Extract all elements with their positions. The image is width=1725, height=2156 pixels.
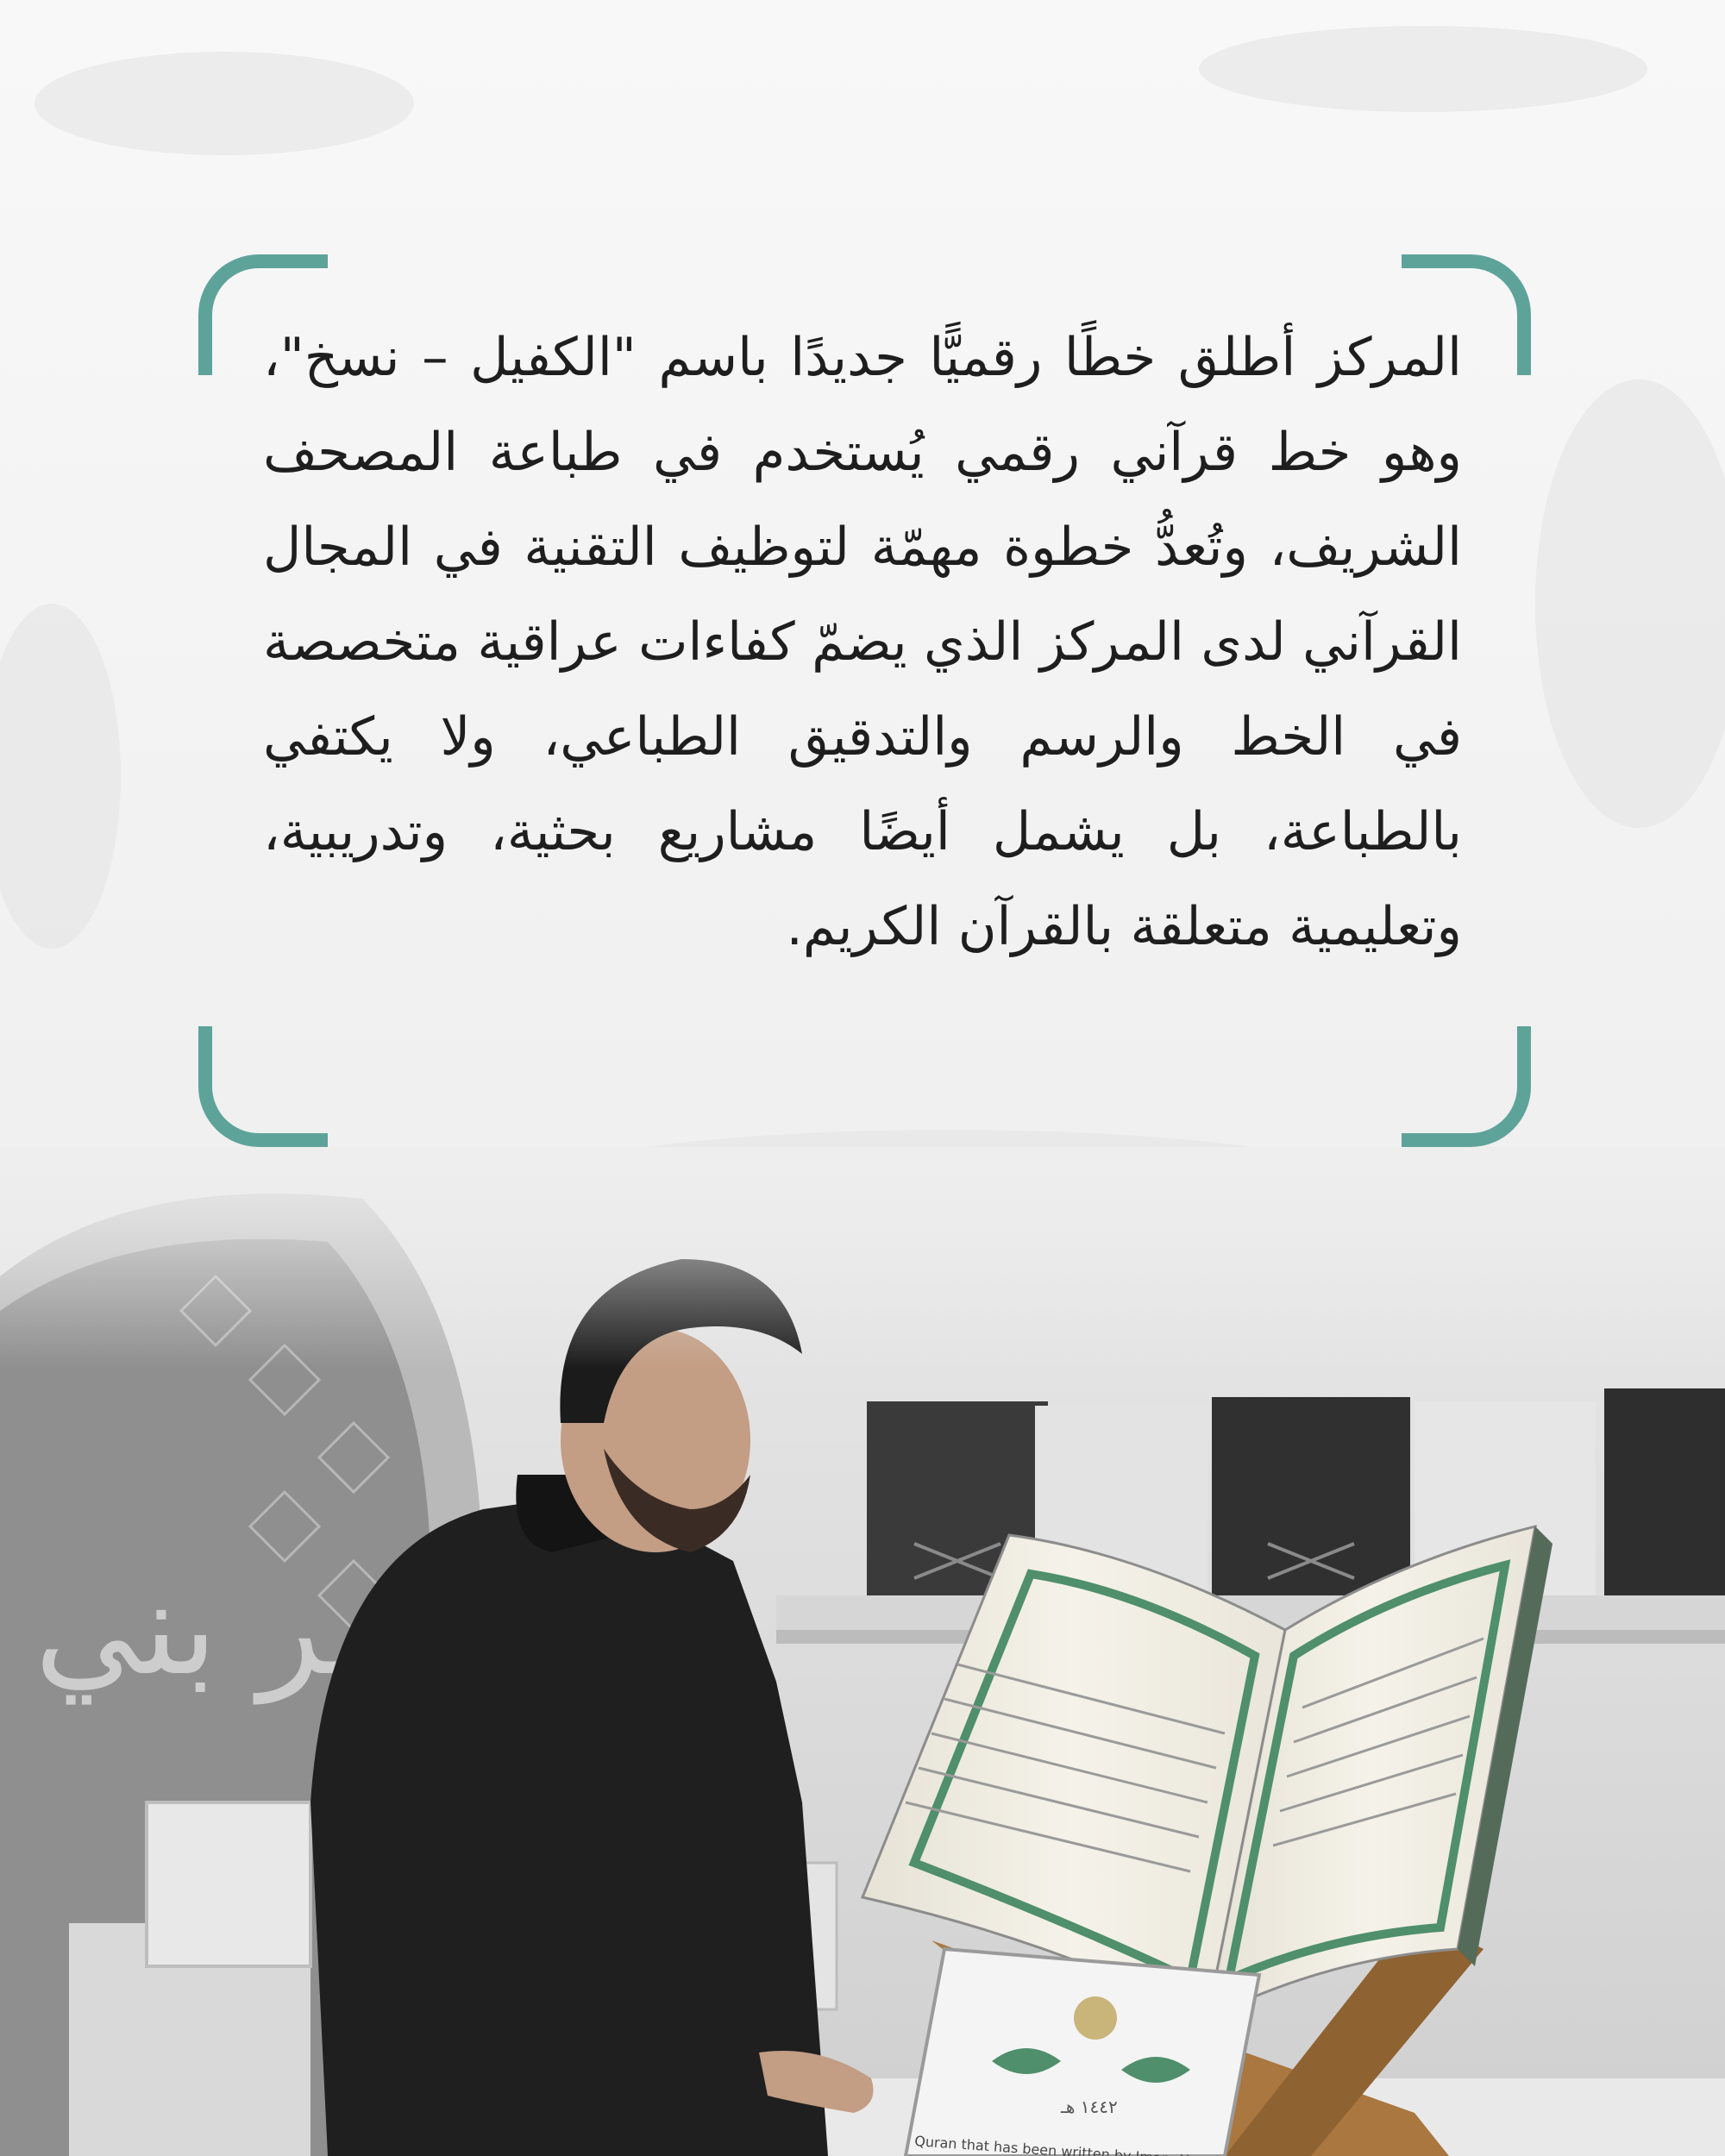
quote-bracket-bottom-left [198, 1026, 328, 1147]
quote-text: المركز أطلق خطًا رقميًّا جديدًا باسم "الكفيل – نسخ"، وهو خط قرآني رقمي يُستخدم في طباعة المصحف الشريف، وتُعدُّ خطوة مهمّة لتوظيف التقنية في المجال القرآني لدى المركز الذي يضمّ كفاءات عراقية متخصصة في الخط والرسم والتدقيق الطباعي، ولا يكتفي بالطباعة، بل يشمل أيضًا مشاريع بحثية، وتدريبية، وتعليمية متعلقة بالقرآن الكريم. [263, 327, 1462, 957]
quote-bracket-bottom-right [1402, 1026, 1531, 1147]
exhibition-photo [0, 1147, 1725, 2156]
